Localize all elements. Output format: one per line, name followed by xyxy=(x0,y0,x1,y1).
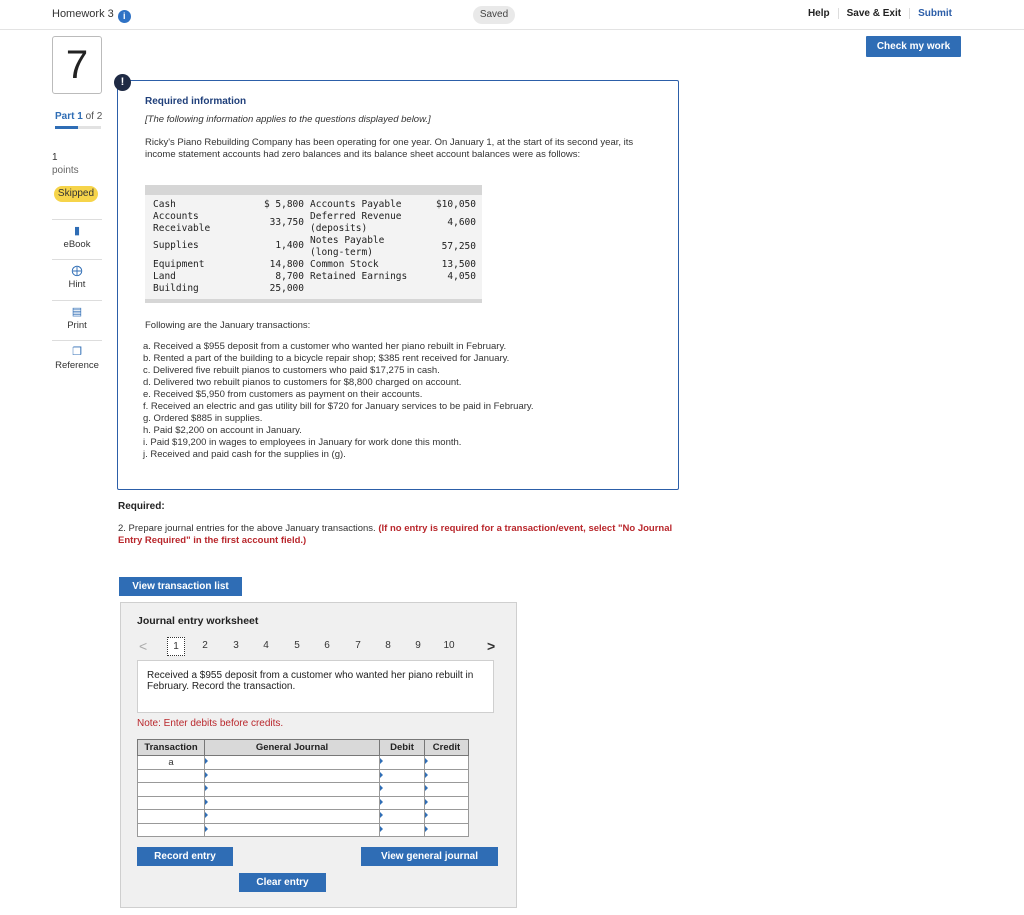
reference-label: Reference xyxy=(55,360,99,371)
balance-right-amount: $10,050 xyxy=(435,199,476,210)
required-info-note: [The following information applies to the questions displayed below.] xyxy=(145,114,431,125)
clear-entry-button[interactable]: Clear entry xyxy=(239,873,326,892)
list-item: d. Delivered two rebuilt pianos to customers for $8,800 charged on account. xyxy=(143,377,462,388)
balance-left-account: Land xyxy=(153,271,176,282)
debit-input[interactable] xyxy=(380,756,425,770)
debit-input[interactable] xyxy=(380,796,425,810)
credit-input-marker xyxy=(425,785,428,791)
part-progress-fill xyxy=(55,126,78,129)
help-link[interactable]: Help xyxy=(800,8,839,19)
prev-page-icon[interactable]: < xyxy=(139,638,148,654)
account-select[interactable] xyxy=(205,796,380,810)
balance-left-amount: 25,000 xyxy=(269,283,304,294)
debit-input-marker xyxy=(380,758,383,764)
credit-input-marker xyxy=(425,799,428,805)
transaction-cell xyxy=(138,796,205,810)
status-badge: Skipped xyxy=(54,186,98,202)
column-header-debit: Debit xyxy=(380,740,425,756)
page-8[interactable]: 8 xyxy=(385,640,391,651)
balance-left-amount: 1,400 xyxy=(275,240,304,251)
table-row xyxy=(138,810,469,824)
credit-input-marker xyxy=(425,826,428,832)
list-item: h. Paid $2,200 on account in January. xyxy=(143,425,302,436)
account-select-marker xyxy=(205,772,208,778)
list-item: g. Ordered $885 in supplies. xyxy=(143,413,263,424)
balance-right-amount: 4,600 xyxy=(447,217,476,228)
top-links xyxy=(800,8,960,19)
part-indicator xyxy=(55,111,102,122)
credit-input[interactable] xyxy=(425,796,469,810)
ebook-tool[interactable] xyxy=(52,219,102,255)
balance-left-amount: 8,700 xyxy=(275,271,304,282)
balance-right-account: Retained Earnings xyxy=(310,271,408,282)
account-select[interactable] xyxy=(205,769,380,783)
balance-left-account: Accounts Receivable xyxy=(153,211,211,234)
credit-input[interactable] xyxy=(425,810,469,824)
page-7[interactable]: 7 xyxy=(355,640,361,651)
ebook-label: eBook xyxy=(63,239,91,250)
worksheet-pager xyxy=(137,637,502,657)
list-item: c. Delivered five rebuilt pianos to customers who paid $17,275 in cash. xyxy=(143,365,440,376)
list-item: i. Paid $19,200 in wages to employees in January for work done this month. xyxy=(143,437,462,448)
balance-left-account: Cash xyxy=(153,199,176,210)
account-select-marker xyxy=(205,799,208,805)
transactions-list xyxy=(143,341,534,461)
part-progress-bar xyxy=(55,126,101,129)
account-select-marker xyxy=(205,812,208,818)
worksheet-title: Journal entry worksheet xyxy=(137,615,259,627)
requirement-instruction: (If no entry is required for a transaction/event, select "No Journal Entry Required" in the first account field.) xyxy=(118,523,673,546)
transaction-cell xyxy=(138,810,205,824)
page-4[interactable]: 4 xyxy=(263,640,269,651)
top-bar xyxy=(0,0,1024,30)
saved-status-badge: Saved xyxy=(473,6,515,24)
save-exit-link[interactable]: Save & Exit xyxy=(839,8,910,19)
hint-tool[interactable] xyxy=(52,259,102,295)
alert-icon: ! xyxy=(114,74,131,91)
balance-table xyxy=(145,185,482,303)
reference-tool[interactable] xyxy=(52,340,102,376)
debit-input-marker xyxy=(380,772,383,778)
table-row xyxy=(138,769,469,783)
list-item: a. Received a $955 deposit from a customer who wanted her piano rebuilt in February. xyxy=(143,341,507,352)
required-info-title: Required information xyxy=(145,96,247,107)
required-label: Required: xyxy=(118,501,165,512)
print-icon: ▤ xyxy=(71,306,83,318)
balance-right-amount: 4,050 xyxy=(447,271,476,282)
page-5[interactable]: 5 xyxy=(294,640,300,651)
book-icon: ▮ xyxy=(73,225,81,237)
list-item: f. Received an electric and gas utility bill for $720 for January services to be paid in February. xyxy=(143,401,534,412)
debit-input[interactable] xyxy=(380,769,425,783)
transaction-description: Received a $955 deposit from a customer who wanted her piano rebuilt in February. Record the transaction. xyxy=(137,660,494,713)
view-general-journal-button[interactable]: View general journal xyxy=(361,847,498,866)
balance-left-amount: 33,750 xyxy=(269,217,304,228)
balance-right-amount: 13,500 xyxy=(441,259,476,270)
assignment-title-text: Homework 3 xyxy=(52,8,114,20)
page-3[interactable]: 3 xyxy=(233,640,239,651)
list-item: e. Received $5,950 from customers as payment on their accounts. xyxy=(143,389,423,400)
debit-input-marker xyxy=(380,785,383,791)
page-2[interactable]: 2 xyxy=(202,640,208,651)
credit-input[interactable] xyxy=(425,769,469,783)
account-select-marker xyxy=(205,785,208,791)
transaction-cell: a xyxy=(138,756,205,770)
record-entry-button[interactable]: Record entry xyxy=(137,847,233,866)
account-select-marker xyxy=(205,758,208,764)
table-row xyxy=(138,823,469,837)
debit-input-marker xyxy=(380,826,383,832)
balance-left-amount: $ 5,800 xyxy=(263,199,304,210)
balance-left-account: Building xyxy=(153,283,199,294)
transaction-cell xyxy=(138,769,205,783)
part-prefix: Part xyxy=(55,111,75,122)
requirement-main: 2. Prepare journal entries for the above January transactions. xyxy=(118,523,376,534)
debit-input[interactable] xyxy=(380,783,425,797)
page-6[interactable]: 6 xyxy=(324,640,330,651)
balance-left-amount: 14,800 xyxy=(269,259,304,270)
credit-input-marker xyxy=(425,758,428,764)
table-row xyxy=(138,756,469,770)
part-total: of 2 xyxy=(85,111,103,122)
balance-left-account: Supplies xyxy=(153,240,199,251)
hint-icon: ⨁ xyxy=(71,265,83,277)
account-select[interactable] xyxy=(205,823,380,837)
print-tool[interactable] xyxy=(52,300,102,336)
debit-input-marker xyxy=(380,799,383,805)
debit-input[interactable] xyxy=(380,810,425,824)
question-number: 7 xyxy=(52,36,102,94)
account-select[interactable] xyxy=(205,783,380,797)
points-value: 1 xyxy=(52,152,58,163)
page-9[interactable]: 9 xyxy=(415,640,421,651)
hint-label: Hint xyxy=(68,279,86,290)
list-item: j. Received and paid cash for the supplies in (g). xyxy=(143,449,346,460)
account-select[interactable] xyxy=(205,756,380,770)
balance-right-account: Notes Payable (long-term) xyxy=(310,235,385,258)
page-10[interactable]: 10 xyxy=(443,640,455,651)
requirement-text xyxy=(118,523,678,547)
account-select-marker xyxy=(205,826,208,832)
balance-right-account: Common Stock xyxy=(310,259,379,270)
part-current: 1 xyxy=(77,111,83,122)
required-info-intro: Ricky's Piano Rebuilding Company has been operating for one year. On January 1, at the start of its second year, its income statement accounts had zero balances and its balance sheet account balances were as follows: xyxy=(145,137,634,160)
balance-left-account: Equipment xyxy=(153,259,205,270)
page-1[interactable]: 1 xyxy=(167,637,185,656)
column-header-general-journal: General Journal xyxy=(205,740,380,756)
print-label: Print xyxy=(67,320,87,331)
credit-input[interactable] xyxy=(425,783,469,797)
credit-input-marker xyxy=(425,772,428,778)
credit-input[interactable] xyxy=(425,756,469,770)
journal-entry-table xyxy=(137,739,469,837)
balance-right-account: Accounts Payable xyxy=(310,199,402,210)
list-item: b. Rented a part of the building to a bicycle repair shop; $385 rent received for January. xyxy=(143,353,510,364)
info-icon[interactable]: i xyxy=(118,10,131,23)
points-label: points xyxy=(52,165,79,176)
table-row xyxy=(138,796,469,810)
column-header-credit: Credit xyxy=(425,740,469,756)
submit-link[interactable]: Submit xyxy=(918,8,952,19)
table-row xyxy=(138,783,469,797)
check-my-work-button[interactable]: Check my work xyxy=(866,36,961,57)
transaction-cell xyxy=(138,823,205,837)
balance-right-amount: 57,250 xyxy=(441,241,476,252)
debit-input-marker xyxy=(380,812,383,818)
transactions-intro: Following are the January transactions: xyxy=(145,320,311,331)
reference-icon: ❐ xyxy=(72,346,82,358)
view-transaction-list-button[interactable]: View transaction list xyxy=(119,577,242,596)
credit-input-marker xyxy=(425,812,428,818)
account-select[interactable] xyxy=(205,810,380,824)
balance-right-account: Deferred Revenue (deposits) xyxy=(310,211,402,234)
debits-credits-note: Note: Enter debits before credits. xyxy=(137,718,284,729)
transaction-cell xyxy=(138,783,205,797)
assignment-title xyxy=(52,8,131,23)
column-header-transaction: Transaction xyxy=(138,740,205,756)
credit-input[interactable] xyxy=(425,823,469,837)
next-page-icon[interactable]: > xyxy=(487,638,496,654)
debit-input[interactable] xyxy=(380,823,425,837)
